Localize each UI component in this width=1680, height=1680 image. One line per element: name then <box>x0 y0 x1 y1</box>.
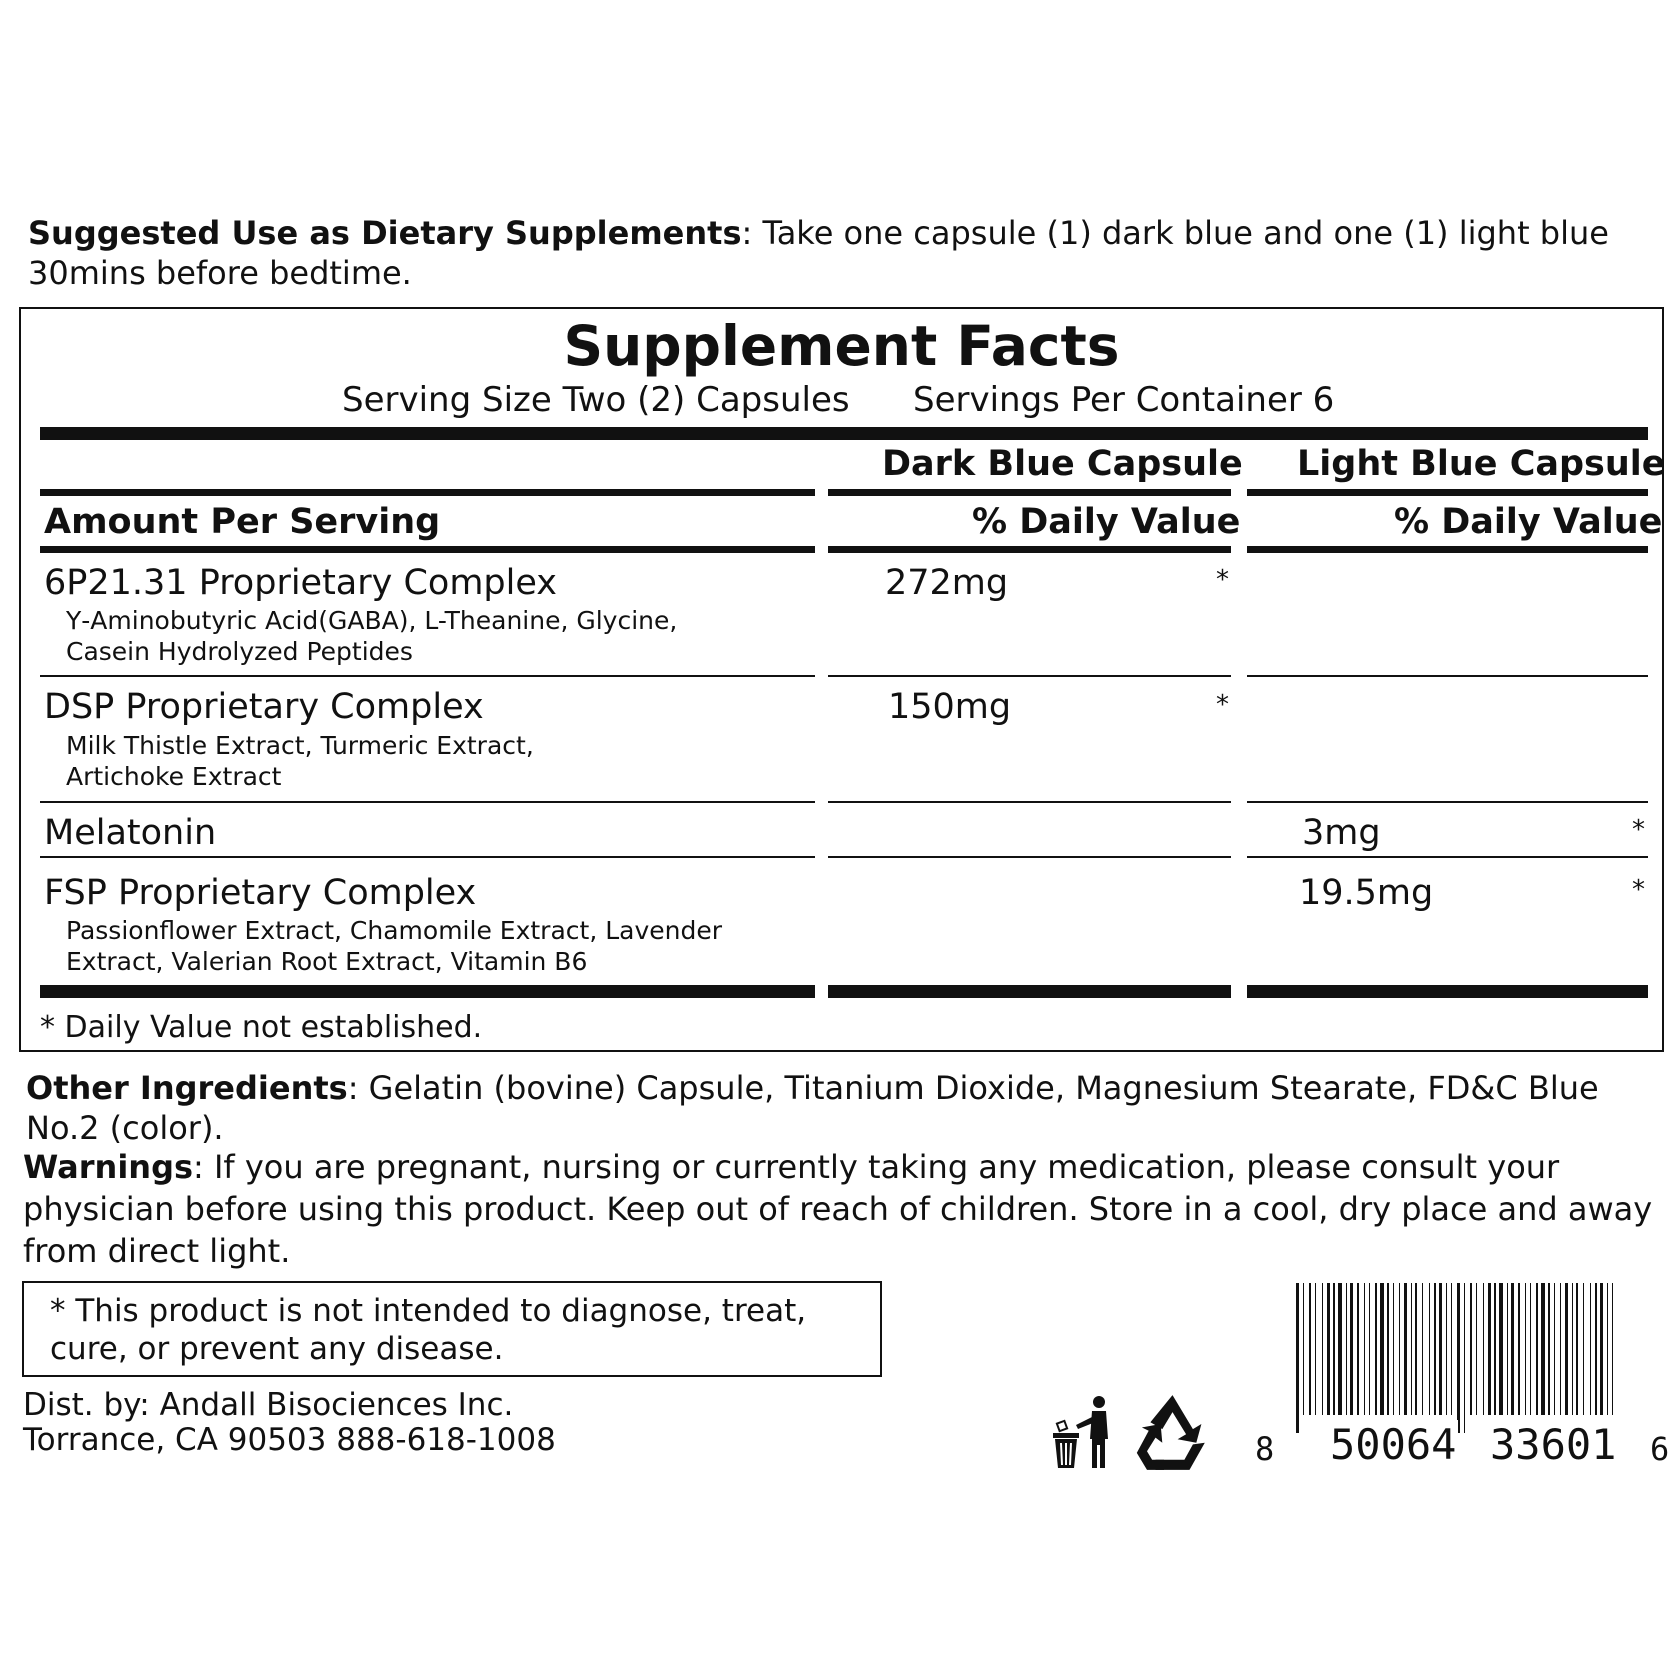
barcode-bar <box>1296 1283 1299 1433</box>
row-light-amount: 3mg <box>1302 813 1381 853</box>
row-divider <box>1247 675 1648 677</box>
warnings-label: Warnings <box>23 1148 194 1186</box>
barcode-left-digit: 8 <box>1255 1430 1275 1468</box>
row-dark-amount: 150mg <box>888 687 1012 727</box>
distributor-name: Dist. by: Andall Bisociences Inc. <box>23 1387 514 1423</box>
rule-amount-light <box>1247 489 1648 496</box>
barcode-bar <box>1364 1283 1365 1415</box>
row-sub-ingredients: Passionflower Extract, Chamomile Extract, Lavender Extract, Valerian Root Extract, Vitamin B6 <box>66 916 723 976</box>
barcode-bar <box>1536 1283 1538 1415</box>
barcode-bar <box>1369 1283 1370 1415</box>
fda-disclaimer: * This product is not intended to diagnose, treat, cure, or prevent any disease. <box>50 1293 807 1367</box>
barcode-bar <box>1393 1283 1394 1415</box>
rule-amount-dark <box>828 489 1231 496</box>
col-light-header: Light Blue Capsule <box>1297 444 1666 484</box>
row-divider <box>40 856 815 858</box>
barcode-bar <box>1338 1283 1342 1415</box>
barcode-bar <box>1350 1283 1353 1415</box>
barcode-bar <box>1470 1283 1472 1415</box>
barcode-bar <box>1411 1283 1412 1415</box>
rule-dv-left <box>40 546 815 553</box>
row-divider <box>828 856 1231 858</box>
barcode-bar <box>1303 1283 1304 1415</box>
barcode-bar <box>1560 1283 1561 1415</box>
row-name: 6P21.31 Proprietary Complex <box>44 563 558 603</box>
barcode-bar <box>1612 1283 1613 1415</box>
barcode-bar <box>1576 1283 1578 1415</box>
row-dark-star: * <box>1216 690 1229 720</box>
row-light-star: * <box>1632 875 1645 905</box>
suggested-use-label: Suggested Use as Dietary Supplements <box>28 214 742 252</box>
barcode-bar <box>1422 1283 1423 1415</box>
barcode-bar <box>1333 1283 1335 1415</box>
barcode-bar <box>1483 1283 1484 1415</box>
barcode-bar <box>1525 1283 1526 1415</box>
barcode-bar <box>1565 1283 1568 1415</box>
barcode-bar <box>1446 1283 1447 1415</box>
barcode-bar <box>1464 1283 1465 1433</box>
row-name: Melatonin <box>44 813 217 853</box>
barcode-bar <box>1357 1283 1359 1415</box>
barcode-bar <box>1375 1283 1377 1415</box>
other-ingredients-text: : Gelatin (bovine) Capsule, Titanium Dioxide, Magnesium Stearate, FD&C Blue No.2 (color). <box>26 1069 1599 1147</box>
other-ingredients-label: Other Ingredients <box>26 1069 348 1107</box>
barcode-bar <box>1572 1283 1573 1415</box>
dv-dark-header: % Daily Value <box>972 502 1241 542</box>
barcode-bar <box>1399 1283 1400 1415</box>
row-light-star: * <box>1632 815 1645 845</box>
amount-per-serving: Amount Per Serving <box>44 502 441 542</box>
barcode-bar <box>1346 1283 1347 1415</box>
row-dark-amount: 272mg <box>885 563 1009 603</box>
row-divider <box>828 801 1231 803</box>
barcode-bar <box>1499 1283 1503 1415</box>
rule-amount-left <box>40 489 815 496</box>
barcode-bar <box>1315 1283 1316 1415</box>
barcode-bar <box>1429 1283 1430 1415</box>
barcode-bar <box>1451 1283 1452 1415</box>
barcode-bar <box>1507 1283 1508 1415</box>
thick-rule-bottom <box>1247 985 1648 998</box>
distributor-address: Torrance, CA 90503 888-618-1008 <box>23 1422 556 1458</box>
barcode-bar <box>1518 1283 1520 1415</box>
barcode-bar <box>1404 1283 1407 1415</box>
barcode-bar <box>1595 1283 1597 1415</box>
barcode-right-digit: 6 <box>1650 1430 1670 1468</box>
row-light-amount: 19.5mg <box>1299 873 1434 913</box>
barcode-bar <box>1327 1283 1330 1415</box>
barcode-bar <box>1554 1283 1555 1415</box>
row-divider <box>40 801 815 803</box>
thick-rule-bottom <box>828 985 1231 998</box>
barcode-bar <box>1457 1283 1460 1433</box>
barcode-bar <box>1590 1283 1591 1415</box>
row-dark-star: * <box>1216 565 1229 595</box>
barcode-bar <box>1494 1283 1496 1415</box>
barcode-group-1: 50064 <box>1330 1420 1457 1469</box>
row-divider <box>40 675 815 677</box>
barcode-group-2: 33601 <box>1490 1420 1617 1469</box>
thick-rule-top <box>40 427 1648 440</box>
row-divider <box>1247 856 1648 858</box>
row-divider <box>1247 801 1648 803</box>
suggested-use <box>28 213 1658 293</box>
barcode-bar <box>1387 1283 1389 1415</box>
warnings-text: : If you are pregnant, nursing or currently taking any medication, please consult your physician before using this product. Keep out of reach of children. Store in a cool, dry place and away from direct light. <box>23 1148 1653 1270</box>
barcode-bar <box>1488 1283 1491 1415</box>
row-sub-ingredients: Υ-Aminobutyric Acid(GABA), L-Theanine, Glycine, Casein Hydrolyzed Peptides <box>66 606 678 666</box>
row-name: FSP Proprietary Complex <box>44 873 477 913</box>
barcode <box>1290 1283 1630 1433</box>
barcode-bar <box>1439 1283 1442 1415</box>
suggested-use-text: : Take one capsule (1) dark blue and one (1) light blue 30mins before bedtime. <box>28 214 1609 292</box>
thick-rule-bottom <box>40 985 815 998</box>
barcode-bar <box>1607 1283 1608 1415</box>
trash-disposal-icon <box>1050 1395 1112 1470</box>
row-name: DSP Proprietary Complex <box>44 687 484 727</box>
barcode-bar <box>1476 1283 1477 1415</box>
daily-value-footnote: * Daily Value not established. <box>40 1010 483 1045</box>
barcode-bar <box>1548 1283 1550 1415</box>
other-ingredients <box>26 1068 1666 1148</box>
supplement-facts-title: Supplement Facts <box>563 314 1120 378</box>
servings-per-container: Servings Per Container 6 <box>913 380 1335 420</box>
barcode-bar <box>1511 1283 1514 1415</box>
warnings <box>23 1146 1673 1272</box>
serving-size: Serving Size Two (2) Capsules <box>342 380 850 420</box>
recycle-icon <box>1130 1390 1215 1475</box>
barcode-bar <box>1380 1283 1384 1415</box>
row-divider <box>828 675 1231 677</box>
barcode-bar <box>1415 1283 1417 1415</box>
col-dark-header: Dark Blue Capsule <box>882 444 1243 484</box>
rule-dv-dark <box>828 546 1231 553</box>
barcode-bar <box>1434 1283 1436 1415</box>
barcode-bar <box>1600 1283 1603 1415</box>
barcode-bar <box>1583 1283 1584 1415</box>
dv-light-header: % Daily Value <box>1394 502 1663 542</box>
barcode-bar <box>1541 1283 1545 1415</box>
barcode-bar <box>1530 1283 1531 1415</box>
barcode-bar <box>1322 1283 1323 1415</box>
rule-dv-light <box>1247 546 1648 553</box>
row-sub-ingredients: Milk Thistle Extract, Turmeric Extract, Artichoke Extract <box>66 731 534 791</box>
barcode-bar <box>1309 1283 1311 1415</box>
